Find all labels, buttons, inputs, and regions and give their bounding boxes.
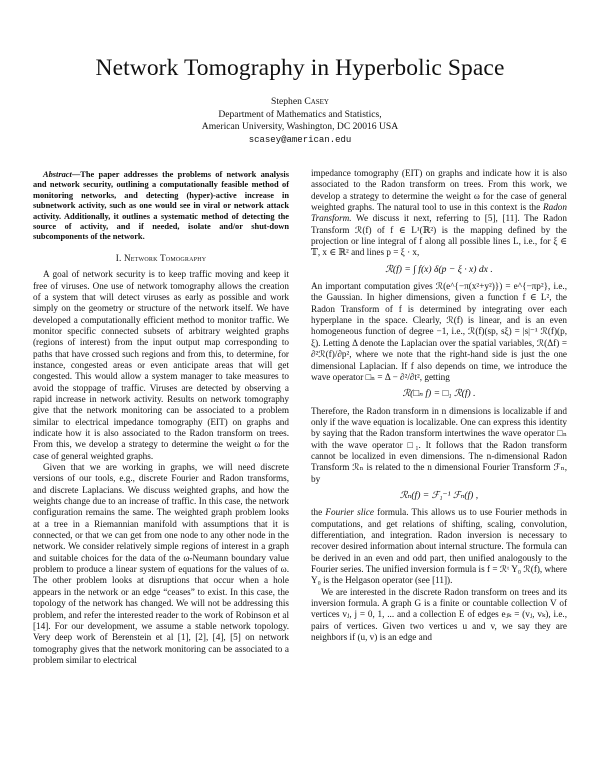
abstract-text: —The paper addresses the problems of network analysis and network security, outlining a computationally feasible method of monitoring networks, and detecting (hyper)-active increase in subnetwork activity, such as one would see in viral or network attack activity. Additionally, it outlines a systematic method of detecting the source of activity, and if needed, isolate and/or shut-down subcomponents of the network. bbox=[33, 170, 289, 242]
text-run: the bbox=[311, 507, 326, 518]
author-last-name: Casey bbox=[304, 96, 329, 107]
affiliation-line-1: Department of Mathematics and Statistics, bbox=[218, 108, 382, 120]
paper-title: Network Tomography in Hyperbolic Space bbox=[95, 55, 505, 81]
body-paragraph: A goal of network security is to keep traffic moving and keep it free of viruses. One use of network tomography allows the creation of a system that will detect viruses as early as possible and work simply on the geometry or structure of the network itself. We have developed a computationally efficient method to monitor traffic. We monitor specific connected subsets of arbitrary weighted graphs (regions of interest) from the input output map corresponding to paths that have crossed such regions and from this, to determine, for instance, congested areas or even anticipate areas that will get congested. This would allow a system manager to take measures to avoid the stoppage of traffic. Viruses are detected by observing a rapid increase in network activity. Results on network tomography give that the network monitoring can be associated to a problem similar to electrical impedance tomography (EIT) on graphs and indicate how it is also associated to the Radon transform on trees. From this, we develop a strategy to determine the weight ω for the case of general weighted graphs. bbox=[33, 269, 289, 461]
text-run: formula. This allows us to use Fourier methods in computations, and get relations of shifting, scaling, convolution, differentiation, and integration. Radon inversion is necessary to recover desired information about internal structure. The formula can be derived in an even and odd part, then unified analogously to the Fourier series. The unified inversion formula is f = ℛᵗ Υ₀ ℛ(f), where Υ₀ is the Helgason operator (see [11]). bbox=[311, 507, 567, 586]
author-email: scasey@american.edu bbox=[248, 134, 352, 145]
author-block bbox=[0, 96, 600, 146]
body-paragraph bbox=[311, 507, 567, 586]
radon-transform-term: Radon Transform. bbox=[311, 202, 567, 224]
body-paragraph: Therefore, the Radon transform in n dimensions is localizable if and only if the wave equation is localizable. One can express this identity by saying that the Radon transform intertwines the wave operator □ₙ with the wave operator □₁. It follows that the Radon transform cannot be localized in even dimensions. The n-dimensional Radon Transform ℛₙ is related to the n dimensional Fourier Transform ℱₙ, by bbox=[311, 405, 567, 484]
equation-wave-operator: ℛ(□ₙ f) = □₁ ℛ(f) . bbox=[402, 388, 476, 400]
author-name bbox=[0, 96, 600, 109]
body-paragraph bbox=[311, 168, 567, 259]
fourier-slice-term: Fourier slice bbox=[325, 507, 374, 518]
right-column bbox=[311, 168, 567, 643]
text-run: We discuss it next, referring to [5], [11]. The Radon Transform ℛ(f) of f ∈ L¹(ℝ²) is the mapping defined by the projection or line integral of f along all possible lines L, i.e., for ξ ∈ 𝕋, x ∈ ℝ² and lines p = ξ · x, bbox=[311, 213, 567, 258]
equation-fourier-slice: ℛₙ(f) = ℱ₁⁻¹ ℱₙ(f) , bbox=[399, 489, 479, 501]
section-heading: I. Network Tomography bbox=[115, 252, 207, 263]
abstract-lead: Abstract bbox=[43, 170, 72, 179]
affiliation-line-2: American University, Washington, DC 20016 USA bbox=[201, 121, 399, 133]
text-run: impedance tomography (EIT) on graphs and indicate how it is also associated to the Radon transform on trees. From this work, we develop a strategy to determine the weight ω for the case of general weighted graphs. The natural tool to use in this context is the bbox=[311, 168, 567, 213]
body-paragraph: Given that we are working in graphs, we will need discrete versions of our tools, e.g., discrete Fourier and Radon transforms, and discrete Laplacians. We discuss weighted graphs, and how the weights change due to an increase of traffic. In this case, the network configuration remains the same. The weighted graph problem looks at a tree in a Riemannian manifold with assumptions that it is connected, or that we can get from one node to any other node in the network. We consider relatively simple regions of interest in a graph and suitable choices for the data of the ω-Neumann boundary value problem to produce a linear system of equations for the values of ω. The other problem looks at disruptions that occur when a hole appears in the network or an edge “ceases” to exist. In this case, the topology of the network has changed. We will not be addressing this problem, and refer the interested reader to the work of Robinson et al [14]. For our development, we assume a stable network topology. Very deep work of Berenstein et al [1], [2], [4], [5] on network tomography gives that the network monitoring can be associated to a problem similar to electrical bbox=[33, 462, 289, 665]
left-column bbox=[33, 170, 289, 666]
author-first-name: Stephen bbox=[271, 96, 305, 107]
body-paragraph: An important computation gives ℛ(e^{−π(x²+y²)}) = e^{−πp²}, i.e., the Gaussian. In higher dimensions, given a function f ∈ L², the Radon Transform of f is determined by integrating over each hyperplane in the space. Clearly, ℛ(f) is linear, and is an even homogeneous function of degree −1, i.e., ℛ(f)(sp, sξ) = |s|⁻¹ ℛ(f)(p, ξ). Letting Δ denote the Laplacian over the spatial variables, ℛ(Δf) = ∂²ℛ(f)/∂p², where we note that the right-hand side is just the one dimensional Laplacian. If f also depends on time, we introduce the wave operator □ₙ = Δ − ∂²/∂t², getting bbox=[311, 281, 567, 382]
body-paragraph: We are interested in the discrete Radon transform on trees and its inversion formula. A graph G is a finite or countable collection V of vertices vⱼ, j = 0, 1, ... and a collection E of edges eⱼₖ = (vⱼ, vₖ), i.e., pairs of vertices. Given two vertices u and v, we say they are neighbors if (u, v) is an edge and bbox=[311, 586, 567, 643]
abstract bbox=[33, 170, 289, 243]
equation-radon-definition: ℛ(f) = ∫ f(x) δ(p − ξ · x) dx . bbox=[385, 263, 493, 275]
